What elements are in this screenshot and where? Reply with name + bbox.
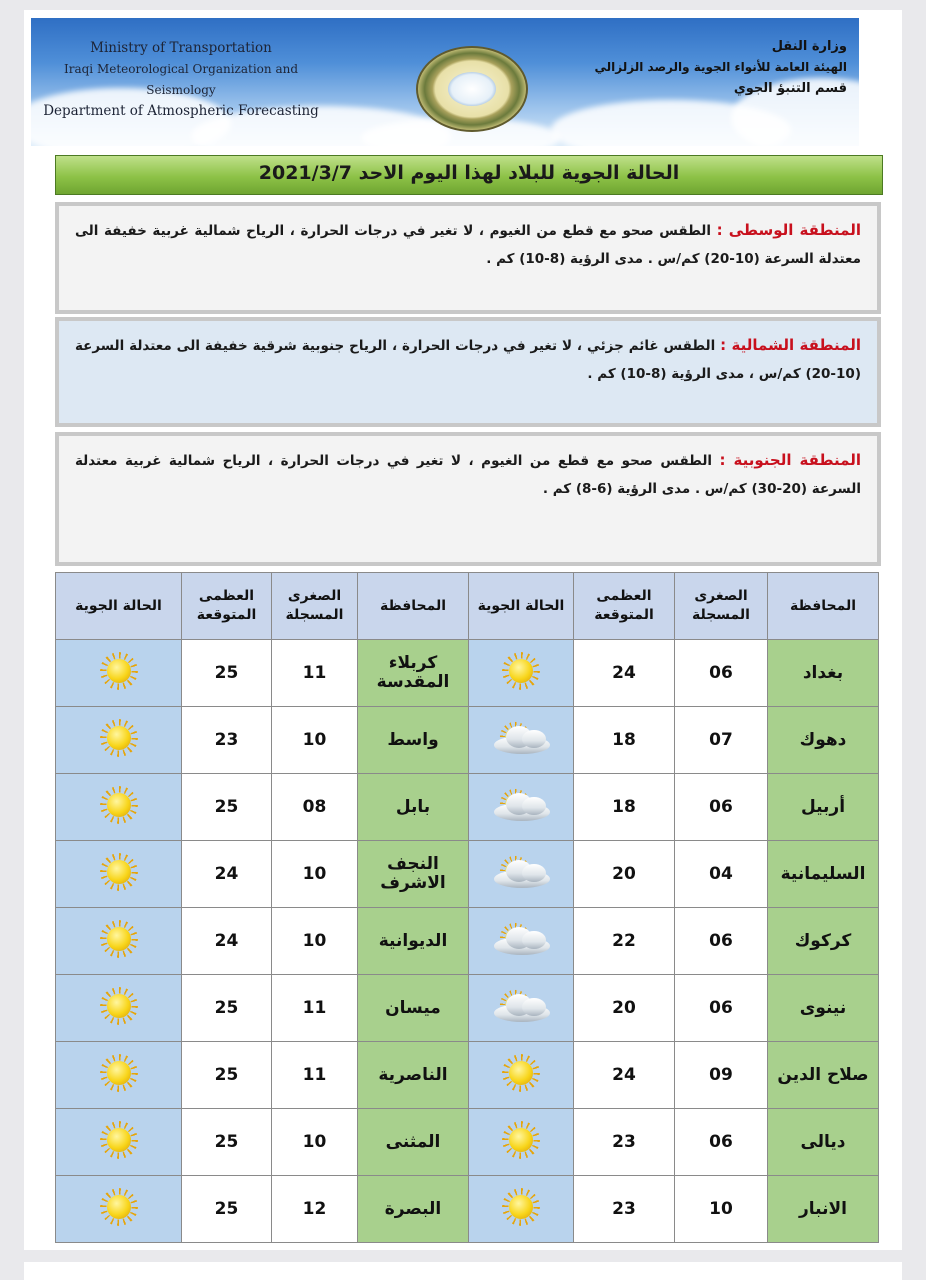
- region-name: المنطقة الجنوبية :: [719, 451, 861, 469]
- region-text: الطقس صحو مع قطع من الغيوم ، لا تغير في درجات الحرارة ، الرياح شمالية غربية معتدلة السرعة (20-30) كم/س . مدى الرؤية (6-8) كم .: [75, 453, 861, 497]
- partly-cloudy-icon: [488, 852, 554, 892]
- weather-cell: [469, 908, 574, 975]
- forecast-title: الحالة الجوية للبلاد لهذا اليوم الاحد 2021/3/7: [258, 162, 680, 184]
- min-temp-cell: 12: [272, 1176, 358, 1243]
- governorate-cell: صلاح الدين: [768, 1042, 879, 1109]
- region-text: الطقس غائم جزئي ، لا تغير في درجات الحرارة ، الرياح جنوبية شرقية خفيفة الى معتدلة السرعة (10-20) كم/س ، مدى الرؤية (8-10) كم .: [75, 338, 861, 382]
- header-max: العظمى المتوقعة: [182, 573, 272, 640]
- min-temp-cell: 10: [272, 841, 358, 908]
- sun-icon: [100, 1188, 138, 1226]
- header-min: الصغرى المسجلة: [272, 573, 358, 640]
- partly-cloudy-icon: [488, 718, 554, 758]
- max-temp-cell: 20: [574, 841, 675, 908]
- region-text: الطقس صحو مع قطع من الغيوم ، لا تغير في درجات الحرارة ، الرياح شمالية غربية خفيفة الى معتدلة السرعة (10-20) كم/س . مدى الرؤية (8-10) كم .: [75, 223, 861, 267]
- ministry-name-ar: وزارة النقل: [771, 39, 847, 54]
- governorate-cell: بغداد: [768, 640, 879, 707]
- min-temp-cell: 06: [675, 774, 768, 841]
- weather-cell: [469, 1042, 574, 1109]
- sun-icon: [100, 719, 138, 757]
- header-governorate: المحافظة: [358, 573, 469, 640]
- table-row: [56, 640, 879, 707]
- max-temp-cell: 24: [182, 841, 272, 908]
- partly-cloudy-icon: [488, 986, 554, 1026]
- table-row: [56, 774, 879, 841]
- organization-name-ar: الهيئة العامة للأنواء الجوية والرصد الزلزالي: [594, 60, 847, 74]
- next-page-edge: [24, 1262, 902, 1280]
- governorate-cell: نينوى: [768, 975, 879, 1042]
- weather-cell: [469, 707, 574, 774]
- weather-cell: [469, 774, 574, 841]
- governorate-cell: ديالى: [768, 1109, 879, 1176]
- max-temp-cell: 20: [574, 975, 675, 1042]
- min-temp-cell: 09: [675, 1042, 768, 1109]
- max-temp-cell: 25: [182, 640, 272, 707]
- department-name-en: Department of Atmospheric Forecasting: [43, 103, 319, 119]
- sun-icon: [100, 987, 138, 1025]
- weather-cell: [469, 841, 574, 908]
- min-temp-cell: 06: [675, 640, 768, 707]
- min-temp-cell: 08: [272, 774, 358, 841]
- max-temp-cell: 23: [574, 1176, 675, 1243]
- max-temp-cell: 25: [182, 975, 272, 1042]
- header-arabic: [587, 36, 847, 99]
- region-name: المنطقة الشمالية :: [720, 336, 861, 354]
- min-temp-cell: 06: [675, 975, 768, 1042]
- max-temp-cell: 25: [182, 1042, 272, 1109]
- sun-icon: [100, 853, 138, 891]
- governorate-cell: كربلاء المقدسة: [358, 640, 469, 707]
- table-row: [56, 841, 879, 908]
- weather-cell: [56, 1109, 182, 1176]
- region-name: المنطقة الوسطى :: [716, 221, 861, 239]
- weather-cell: [56, 841, 182, 908]
- governorate-cell: النجف الاشرف: [358, 841, 469, 908]
- header-english: [31, 38, 331, 122]
- weather-cell: [469, 1109, 574, 1176]
- sun-icon: [502, 1121, 540, 1159]
- header-weather: الحالة الجوية: [469, 573, 574, 640]
- min-temp-cell: 10: [272, 908, 358, 975]
- min-temp-cell: 10: [272, 1109, 358, 1176]
- table-row: [56, 1042, 879, 1109]
- governorate-cell: البصرة: [358, 1176, 469, 1243]
- min-temp-cell: 07: [675, 707, 768, 774]
- sun-icon: [100, 1121, 138, 1159]
- weather-cell: [56, 707, 182, 774]
- min-temp-cell: 11: [272, 1042, 358, 1109]
- governorate-cell: الناصرية: [358, 1042, 469, 1109]
- temperature-table: [55, 572, 879, 1243]
- department-name-ar: قسم التنبؤ الجوي: [733, 81, 847, 96]
- governorate-cell: الانبار: [768, 1176, 879, 1243]
- sun-icon: [502, 1054, 540, 1092]
- organization-logo: [416, 46, 528, 132]
- max-temp-cell: 22: [574, 908, 675, 975]
- table-row: [56, 1109, 879, 1176]
- partly-cloudy-icon: [488, 919, 554, 959]
- region-south: [55, 432, 881, 566]
- table-row: [56, 707, 879, 774]
- governorate-cell: الديوانية: [358, 908, 469, 975]
- sun-icon: [100, 920, 138, 958]
- governorate-cell: ميسان: [358, 975, 469, 1042]
- governorate-cell: السليمانية: [768, 841, 879, 908]
- sun-icon: [100, 652, 138, 690]
- header-min: الصغرى المسجلة: [675, 573, 768, 640]
- min-temp-cell: 11: [272, 975, 358, 1042]
- table-row: [56, 1176, 879, 1243]
- min-temp-cell: 06: [675, 908, 768, 975]
- ministry-name-en: Ministry of Transportation: [90, 40, 272, 56]
- max-temp-cell: 23: [574, 1109, 675, 1176]
- min-temp-cell: 11: [272, 640, 358, 707]
- governorate-cell: دهوك: [768, 707, 879, 774]
- weather-cell: [56, 1176, 182, 1243]
- governorate-cell: بابل: [358, 774, 469, 841]
- max-temp-cell: 18: [574, 707, 675, 774]
- sun-icon: [100, 786, 138, 824]
- header-max: العظمى المتوقعة: [574, 573, 675, 640]
- header-banner: [31, 18, 859, 146]
- header-weather: الحالة الجوية: [56, 573, 182, 640]
- table-row: [56, 975, 879, 1042]
- max-temp-cell: 24: [182, 908, 272, 975]
- max-temp-cell: 25: [182, 774, 272, 841]
- region-central: [55, 202, 881, 314]
- governorate-cell: واسط: [358, 707, 469, 774]
- header-governorate: المحافظة: [768, 573, 879, 640]
- sun-icon: [100, 1054, 138, 1092]
- min-temp-cell: 04: [675, 841, 768, 908]
- sun-icon: [502, 1188, 540, 1226]
- weather-cell: [56, 975, 182, 1042]
- min-temp-cell: 10: [675, 1176, 768, 1243]
- partly-cloudy-icon: [488, 785, 554, 825]
- governorate-cell: المثنى: [358, 1109, 469, 1176]
- table-header-row: [56, 573, 879, 640]
- weather-cell: [56, 908, 182, 975]
- min-temp-cell: 06: [675, 1109, 768, 1176]
- weather-cell: [56, 640, 182, 707]
- governorate-cell: كركوك: [768, 908, 879, 975]
- max-temp-cell: 18: [574, 774, 675, 841]
- weather-cell: [469, 640, 574, 707]
- min-temp-cell: 10: [272, 707, 358, 774]
- sun-icon: [502, 652, 540, 690]
- organization-name-en: Iraqi Meteorological Organization and Seismology: [63, 62, 299, 97]
- max-temp-cell: 25: [182, 1176, 272, 1243]
- max-temp-cell: 25: [182, 1109, 272, 1176]
- weather-cell: [56, 1042, 182, 1109]
- max-temp-cell: 24: [574, 640, 675, 707]
- weather-cell: [469, 1176, 574, 1243]
- max-temp-cell: 23: [182, 707, 272, 774]
- max-temp-cell: 24: [574, 1042, 675, 1109]
- table-row: [56, 908, 879, 975]
- weather-cell: [56, 774, 182, 841]
- region-north: [55, 317, 881, 427]
- governorate-cell: أربيل: [768, 774, 879, 841]
- weather-cell: [469, 975, 574, 1042]
- forecast-title-bar: [55, 155, 883, 195]
